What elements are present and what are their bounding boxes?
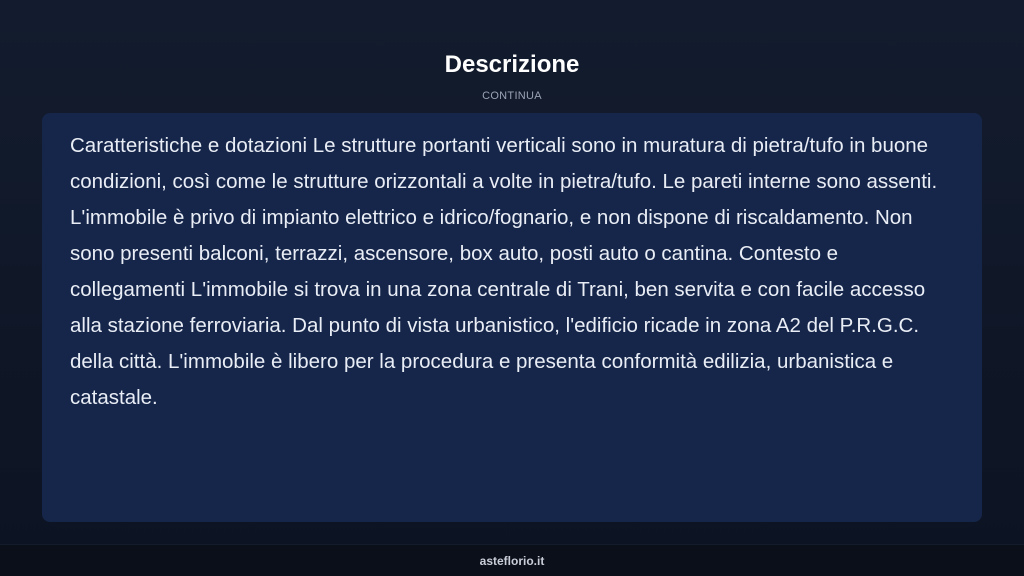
continue-button[interactable]: CONTINUA (482, 90, 542, 102)
footer-brand: asteflorio.it (479, 554, 545, 568)
footer (0, 544, 1024, 576)
page-title: Descrizione (444, 51, 580, 78)
description-text: Caratteristiche e dotazioni Le strutture portanti verticali sono in muratura di pietra/tufo in buone condizioni, così come le strutture orizzontali a volte in pietra/tufo. Le pareti interne sono assenti. L'immobile è privo di impianto elettrico e idrico/fognario, e non dispone di riscaldamento. Non sono presenti balconi, terrazzi, ascensore, box auto, posti auto o cantina. Contesto e collegamenti L'immobile si trova in una zona centrale di Trani, ben servita e con facile accesso alla stazione ferroviaria. Dal punto di vista urbanistico, l'edificio ricade in zona A2 del P.R.G.C. della città. L'immobile è libero per la procedura e presenta conformità edilizia, urbanistica e catastale. (70, 134, 938, 409)
description-card (42, 113, 982, 522)
